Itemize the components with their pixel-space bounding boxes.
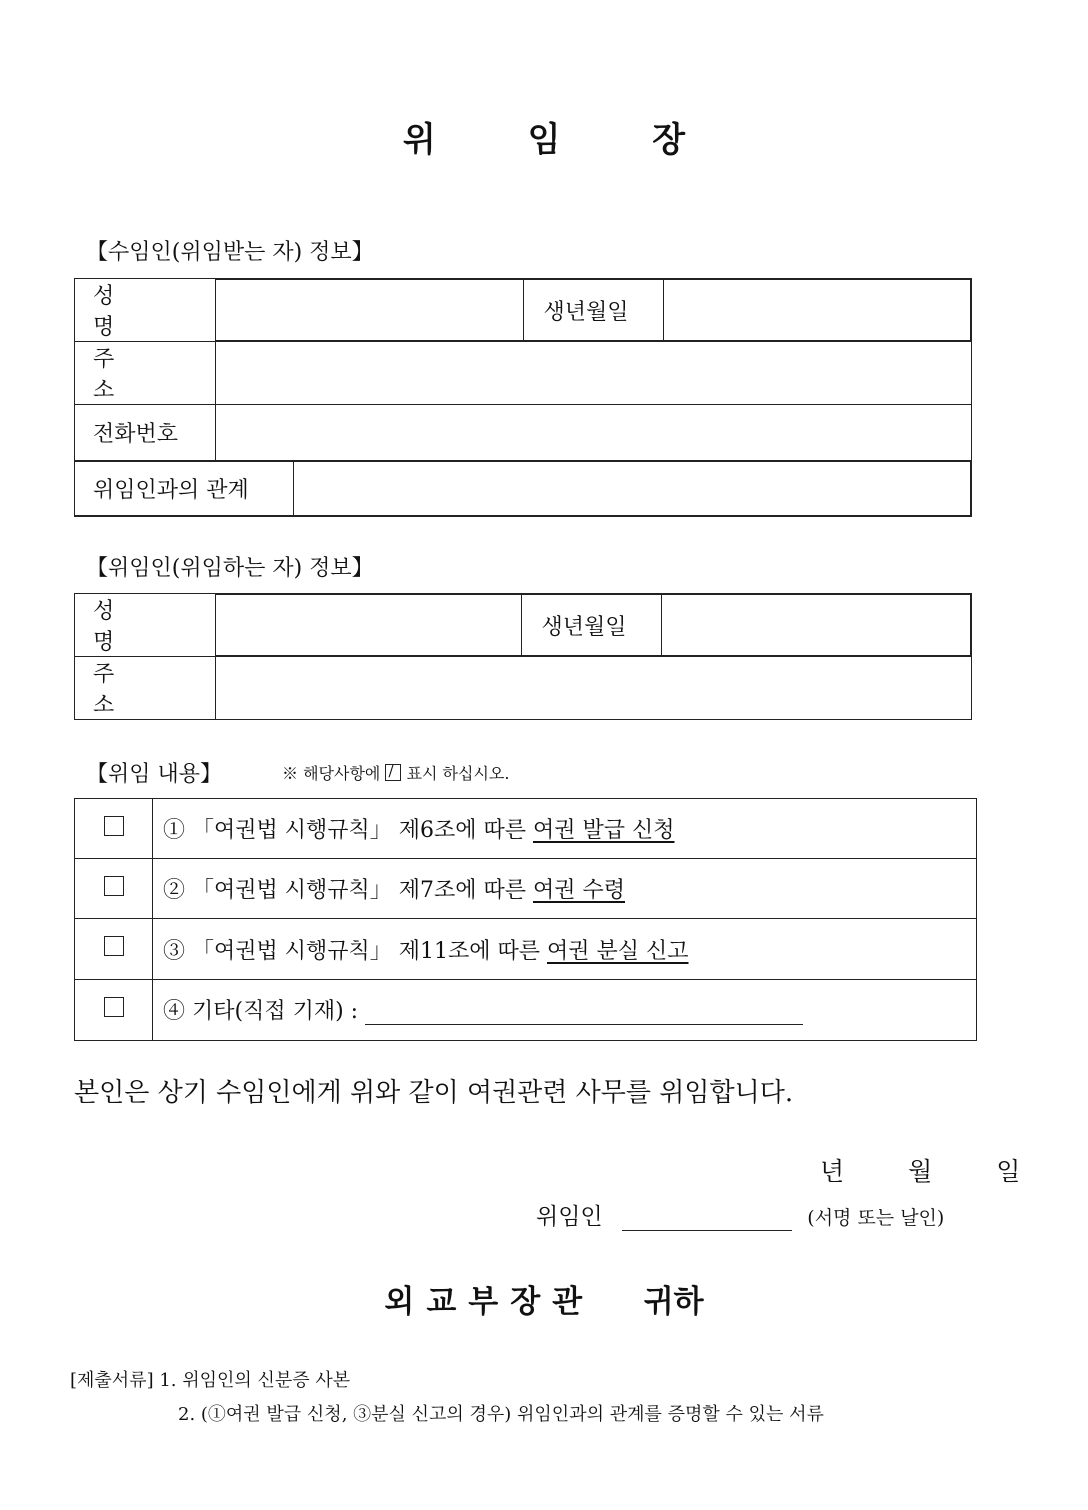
delegator-address-field[interactable] [216, 657, 972, 720]
delegator-info-table [74, 593, 972, 720]
recipient-birth-label: 생년월일 [523, 280, 663, 341]
delegator-section-heading: 【위임인(위임하는 자) 정보】 [86, 556, 374, 581]
item-1-checkbox[interactable] [104, 816, 124, 836]
item-4-text: ④ 기타(직접 기재) : [163, 999, 366, 1025]
recipient-name-label: 성 명 [75, 279, 216, 342]
recipient-birth-field[interactable] [663, 280, 971, 341]
minister-title: 외교부장관 [384, 1284, 595, 1320]
recipient-section-heading: 【수임인(위임받는 자) 정보】 [86, 240, 374, 265]
honorific: 귀하 [643, 1284, 704, 1320]
recipient-relation-field[interactable] [293, 462, 971, 516]
item-1-underlined: 여권 발급 신청 [533, 818, 675, 844]
signature-line [536, 1198, 944, 1231]
delegation-item-4 [153, 979, 977, 1040]
note-suffix: 표시 하십시오. [406, 764, 510, 783]
date-line: 년 월 일 [820, 1157, 1049, 1186]
recipient-address-label: 주 소 [75, 342, 216, 405]
documents-label: [제출서류] [70, 1370, 154, 1391]
signature-note: (서명 또는 날인) [807, 1207, 945, 1229]
delegator-name-label: 성 명 [75, 594, 216, 657]
signature-field[interactable] [622, 1206, 792, 1231]
delegation-items-table [74, 798, 977, 1041]
delegator-name-field[interactable] [216, 595, 521, 656]
item-3-text: ③ 「여권법 시행규칙」 제11조에 따른 [163, 938, 547, 964]
content-instruction-note [282, 761, 509, 784]
recipient-info-table [74, 278, 972, 517]
item-1-text: ① 「여권법 시행규칙」 제6조에 따른 [163, 818, 533, 844]
recipient-phone-field[interactable] [216, 405, 972, 461]
document-title: 위 임 장 [402, 120, 726, 160]
delegator-birth-label: 생년월일 [521, 595, 661, 656]
delegation-statement: 본인은 상기 수임인에게 위와 같이 여권관련 사무를 위임합니다. [74, 1078, 794, 1108]
recipient-title [0, 1276, 1088, 1321]
item-4-checkbox[interactable] [104, 997, 124, 1017]
item-2-checkbox[interactable] [104, 876, 124, 896]
item-3-checkbox[interactable] [104, 936, 124, 956]
other-write-in-line[interactable] [365, 1004, 803, 1025]
delegation-item-2 [153, 859, 977, 919]
documents-item-1: 1. 위임인의 신분증 사본 [159, 1370, 351, 1391]
recipient-address-field[interactable] [216, 342, 972, 405]
documents-label-line [70, 1366, 350, 1392]
note-prefix: ※ 해당사항에 [282, 764, 381, 783]
recipient-relation-label: 위임인과의 관계 [75, 462, 293, 516]
item-3-underlined: 여권 분실 신고 [547, 938, 689, 964]
content-section-heading: 【위임 내용】 [86, 762, 223, 787]
recipient-phone-label: 전화번호 [75, 405, 216, 461]
item-2-underlined: 여권 수령 [533, 878, 626, 904]
signature-label: 위임인 [536, 1204, 603, 1230]
item-2-text: ② 「여권법 시행규칙」 제7조에 따른 [163, 878, 533, 904]
delegator-address-label: 주 소 [75, 657, 216, 720]
delegation-item-1 [153, 799, 977, 859]
documents-item-2: 2. (①여권 발급 신청, ③분실 신고의 경우) 위임인과의 관계를 증명할 수 있는 서류 [178, 1404, 824, 1425]
checked-box-icon [385, 764, 401, 781]
recipient-name-field[interactable] [216, 280, 523, 341]
delegation-item-3 [153, 919, 977, 979]
delegator-birth-field[interactable] [661, 595, 971, 656]
